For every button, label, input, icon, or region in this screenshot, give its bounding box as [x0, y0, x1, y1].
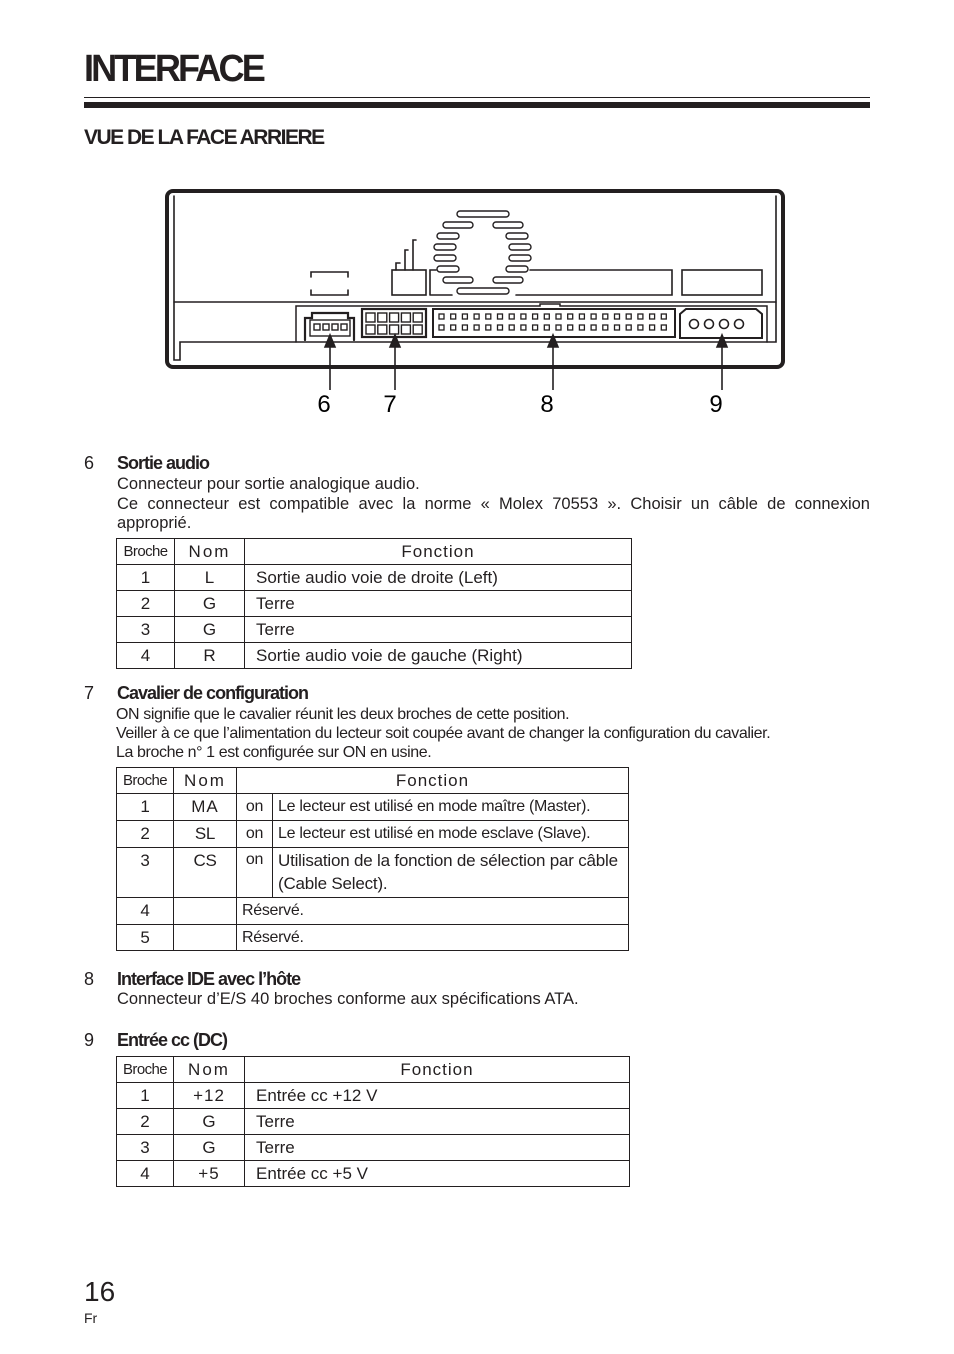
cell-function: Sortie audio voie de gauche (Right) [245, 643, 632, 669]
ide-pin [533, 314, 538, 319]
cell-name [174, 898, 237, 925]
ide-pin [638, 314, 643, 319]
cell-function: Le lecteur est utilisé en mode maître (Master). [273, 794, 629, 821]
section-7-description [116, 705, 876, 762]
callout-8: 8 [540, 391, 554, 418]
table-row [117, 643, 632, 669]
table-header-row [117, 768, 629, 794]
power-pin [690, 320, 699, 329]
cell-name: CS [174, 848, 237, 898]
jumper-pin [366, 325, 375, 334]
section-7-heading: Cavalier de configuration [117, 683, 309, 703]
cell-pin: 4 [117, 1161, 174, 1187]
cell-function: Le lecteur est utilisé en mode esclave (Slave). [273, 821, 629, 848]
header-nom: Nom [174, 1057, 245, 1083]
ide-pin [650, 325, 655, 330]
ide-pin [439, 314, 444, 319]
table-header-row [117, 1057, 630, 1083]
jumper-pin [401, 313, 410, 322]
audio-pin [314, 324, 320, 330]
jumper-pin [413, 325, 422, 334]
language-code: Fr [84, 1310, 98, 1326]
section-8-para-1: Connecteur d’E/S 40 broches conforme aux spécifications ATA. [117, 990, 579, 1008]
ide-pin [498, 325, 503, 330]
section-7-para-1: ON signifie que le cavalier réunit les deux broches de cette position. [116, 706, 570, 723]
ide-pin [451, 325, 456, 330]
ide-pin [474, 325, 479, 330]
table-row [117, 794, 629, 821]
cell-pin: 4 [117, 898, 174, 925]
ide-pin [544, 314, 549, 319]
cell-pin: 2 [117, 821, 174, 848]
ide-pin [626, 325, 631, 330]
jumper-pin [390, 313, 399, 322]
cell-pin: 4 [117, 643, 175, 669]
callout-9: 9 [709, 391, 723, 418]
cell-function: Réservé. [237, 925, 629, 951]
jumper-pin-table [116, 767, 629, 951]
header-broche: Broche [117, 1057, 174, 1083]
ide-pin [661, 314, 666, 319]
cell-name: G [174, 1109, 245, 1135]
ide-pin [579, 325, 584, 330]
jumper-pin [378, 313, 387, 322]
cell-name: G [175, 617, 245, 643]
jumper-pin [401, 325, 410, 334]
cell-function: Entrée cc +12 V [245, 1083, 630, 1109]
ide-pin [603, 314, 608, 319]
cell-function: Utilisation de la fonction de sélection par câble (Cable Select). [273, 848, 629, 898]
table-row [117, 565, 632, 591]
section-7-para-3: La broche n° 1 est configurée sur ON en usine. [116, 744, 432, 761]
jumper-pin [378, 325, 387, 334]
table-row [117, 1161, 630, 1187]
page-title: INTERFACE [84, 48, 263, 90]
ide-pin [451, 314, 456, 319]
table-row [117, 591, 632, 617]
cell-pin: 1 [117, 794, 174, 821]
section-6-description [117, 475, 870, 534]
audio-pin-table [116, 538, 632, 669]
ide-pin [650, 314, 655, 319]
callout-7: 7 [383, 391, 397, 418]
table-row [117, 1135, 630, 1161]
table-row [117, 617, 632, 643]
ide-pin [579, 314, 584, 319]
section-6-para-2: Ce connecteur est compatible avec la norme « Molex 70553 ». Choisir un câble de connexion approprié. [117, 494, 870, 532]
ide-pin [474, 314, 479, 319]
jumper-pin [413, 313, 422, 322]
ide-pin [439, 325, 444, 330]
cell-name [174, 925, 237, 951]
section-8-heading: Interface IDE avec l’hôte [117, 969, 301, 989]
ide-pin [509, 325, 514, 330]
ide-pin [486, 325, 491, 330]
ide-pin [591, 314, 596, 319]
table-header-row [117, 539, 632, 565]
table-row [117, 925, 629, 951]
section-7-para-2: Veiller à ce que l’alimentation du lecteur soit coupée avant de changer la configuration du cavalier. [116, 725, 771, 742]
cell-name: L [175, 565, 245, 591]
cell-pin: 3 [117, 848, 174, 898]
audio-pin [341, 324, 347, 330]
ide-pin [638, 325, 643, 330]
cell-name: +12 [174, 1083, 245, 1109]
header-fonction: Fonction [237, 768, 629, 794]
power-pin [705, 320, 714, 329]
cell-function: Terre [245, 617, 632, 643]
cell-pin: 1 [117, 1083, 174, 1109]
cell-name: G [174, 1135, 245, 1161]
ide-pin [568, 314, 573, 319]
callout-6: 6 [317, 391, 331, 418]
cell-name: R [175, 643, 245, 669]
ide-pin [568, 325, 573, 330]
ide-pin [498, 314, 503, 319]
cell-state: on [237, 848, 273, 898]
header-nom: Nom [175, 539, 245, 565]
ide-pin [462, 314, 467, 319]
power-pin-table [116, 1056, 630, 1187]
header-broche: Broche [117, 768, 174, 794]
title-rule-thick [84, 102, 870, 108]
cell-pin: 5 [117, 925, 174, 951]
header-broche: Broche [117, 539, 175, 565]
ide-pin [556, 325, 561, 330]
cell-function: Sortie audio voie de droite (Left) [245, 565, 632, 591]
table-row [117, 848, 629, 898]
cell-function: Réservé. [237, 898, 629, 925]
ide-pin [521, 314, 526, 319]
ide-pin [661, 325, 666, 330]
table-row [117, 1109, 630, 1135]
ide-pin [615, 314, 620, 319]
rear-panel-diagram [160, 182, 800, 422]
power-pin [720, 320, 729, 329]
header-fonction: Fonction [245, 539, 632, 565]
ide-pin [556, 314, 561, 319]
cell-function: Entrée cc +5 V [245, 1161, 630, 1187]
section-6-para-1: Connecteur pour sortie analogique audio. [117, 475, 420, 493]
drive-inner-frame [174, 196, 776, 360]
table-row [117, 898, 629, 925]
table-row [117, 821, 629, 848]
ide-pin [521, 325, 526, 330]
cell-name: MA [174, 794, 237, 821]
ide-pin [462, 325, 467, 330]
jumper-pin [390, 325, 399, 334]
page-number: 16 [84, 1276, 116, 1307]
cell-pin: 3 [117, 1135, 174, 1161]
section-7-number: 7 [84, 683, 95, 703]
cell-function: Terre [245, 1109, 630, 1135]
ide-pin [615, 325, 620, 330]
cell-name: G [175, 591, 245, 617]
cell-pin: 2 [117, 1109, 174, 1135]
ide-connector [433, 309, 675, 337]
title-rule-thin [84, 97, 870, 98]
audio-pin [323, 324, 329, 330]
cell-function: Terre [245, 1135, 630, 1161]
section-6-number: 6 [84, 453, 95, 473]
cell-pin: 1 [117, 565, 175, 591]
cell-state: on [237, 794, 273, 821]
ide-pin [509, 314, 514, 319]
ide-pin [626, 314, 631, 319]
section-6-heading: Sortie audio [117, 453, 210, 473]
audio-pin [332, 324, 338, 330]
section-8-number: 8 [84, 969, 95, 989]
ide-pin [603, 325, 608, 330]
section-9-heading: Entrée cc (DC) [117, 1030, 228, 1050]
section-9-number: 9 [84, 1030, 95, 1050]
power-pin [735, 320, 744, 329]
ide-pin [533, 325, 538, 330]
header-fonction: Fonction [245, 1057, 630, 1083]
ide-pin [486, 314, 491, 319]
cell-pin: 2 [117, 591, 175, 617]
cell-pin: 3 [117, 617, 175, 643]
cell-state: on [237, 821, 273, 848]
jumper-pin [366, 313, 375, 322]
power-connector [680, 309, 762, 338]
cell-function: Terre [245, 591, 632, 617]
cell-name: SL [174, 821, 237, 848]
section-subtitle: VUE DE LA FACE ARRIERE [84, 126, 324, 149]
table-row [117, 1083, 630, 1109]
ide-pin [591, 325, 596, 330]
ide-pin [544, 325, 549, 330]
cell-name: +5 [174, 1161, 245, 1187]
header-nom: Nom [174, 768, 237, 794]
